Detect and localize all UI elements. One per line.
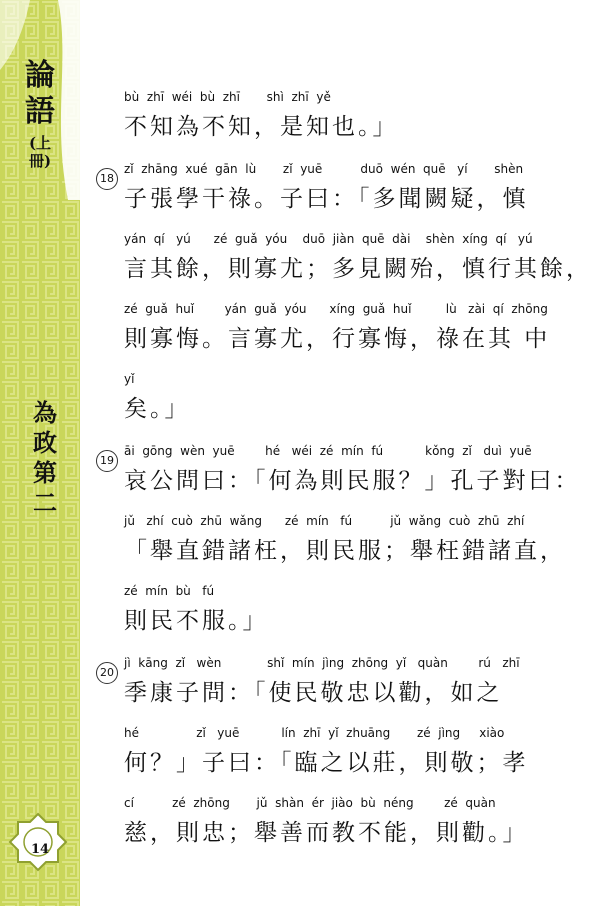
pinyin-text: zé mín bù fú: [124, 584, 215, 598]
chinese-text: 何？」子曰：「臨之以莊，則敬；孝: [124, 750, 529, 776]
pinyin-text: zǐ zhāng xué gān lù zǐ yuē duō wén quē yí shèn: [124, 162, 524, 176]
pinyin-text: jǔ zhí cuò zhū wǎng zé mín fú jǔ wǎng cuò zhū zhí: [124, 514, 525, 528]
pinyin-text: jì kāng zǐ wèn shǐ mín jìng zhōng yǐ quàn rú zhī: [124, 656, 520, 670]
chinese-text: 則寡悔。言寡尤，行寡悔，祿在其 中: [124, 326, 551, 352]
pinyin-text: bù zhī wéi bù zhī shì zhī yě: [124, 90, 331, 104]
verse-number: 19: [96, 450, 118, 472]
page-number: 14: [30, 842, 50, 857]
pinyin-text: āi gōng wèn yuē hé wéi zé mín fú kǒng zǐ duì yuē: [124, 444, 532, 458]
pinyin-text: zé guǎ huǐ yán guǎ yóu xíng guǎ huǐ lù zài qí zhōng: [124, 302, 548, 316]
pinyin-text: yán qí yú zé guǎ yóu duō jiàn quē dài shèn xíng qí yú: [124, 232, 533, 246]
pinyin-text: hé zǐ yuē lín zhī yǐ zhuāng zé jìng xiào: [124, 726, 505, 740]
verse-number: 20: [96, 662, 118, 684]
chapter-title: 為政第二: [33, 398, 57, 517]
chinese-text: 季康子問：「使民敬忠以勸，如之: [124, 680, 503, 706]
pinyin-text: cí zé zhōng jǔ shàn ér jiào bù néng zé quàn: [124, 796, 496, 810]
chinese-text: 「舉直錯諸枉，則民服；舉枉錯諸直，: [124, 538, 566, 564]
volume-label: (上冊): [28, 134, 52, 170]
chinese-text: 言其餘，則寡尤；多見闕殆，慎行其餘，: [124, 256, 592, 282]
chinese-text: 則民不服。」: [124, 608, 269, 634]
pinyin-text: yǐ: [124, 372, 135, 386]
book-title-text: 論語: [25, 58, 55, 129]
chinese-text: 不知為不知，是知也。」: [124, 114, 399, 140]
chinese-text: 慈，則忠；舉善而教不能，則勸。」: [124, 820, 529, 846]
chinese-text: 子張學干祿。子曰：「多聞闕疑，慎: [124, 186, 529, 212]
chinese-text: 哀公問曰：「何為則民服？」孔子對曰：: [124, 468, 581, 494]
chinese-text: 矣。」: [124, 396, 191, 422]
verse-number: 18: [96, 168, 118, 190]
